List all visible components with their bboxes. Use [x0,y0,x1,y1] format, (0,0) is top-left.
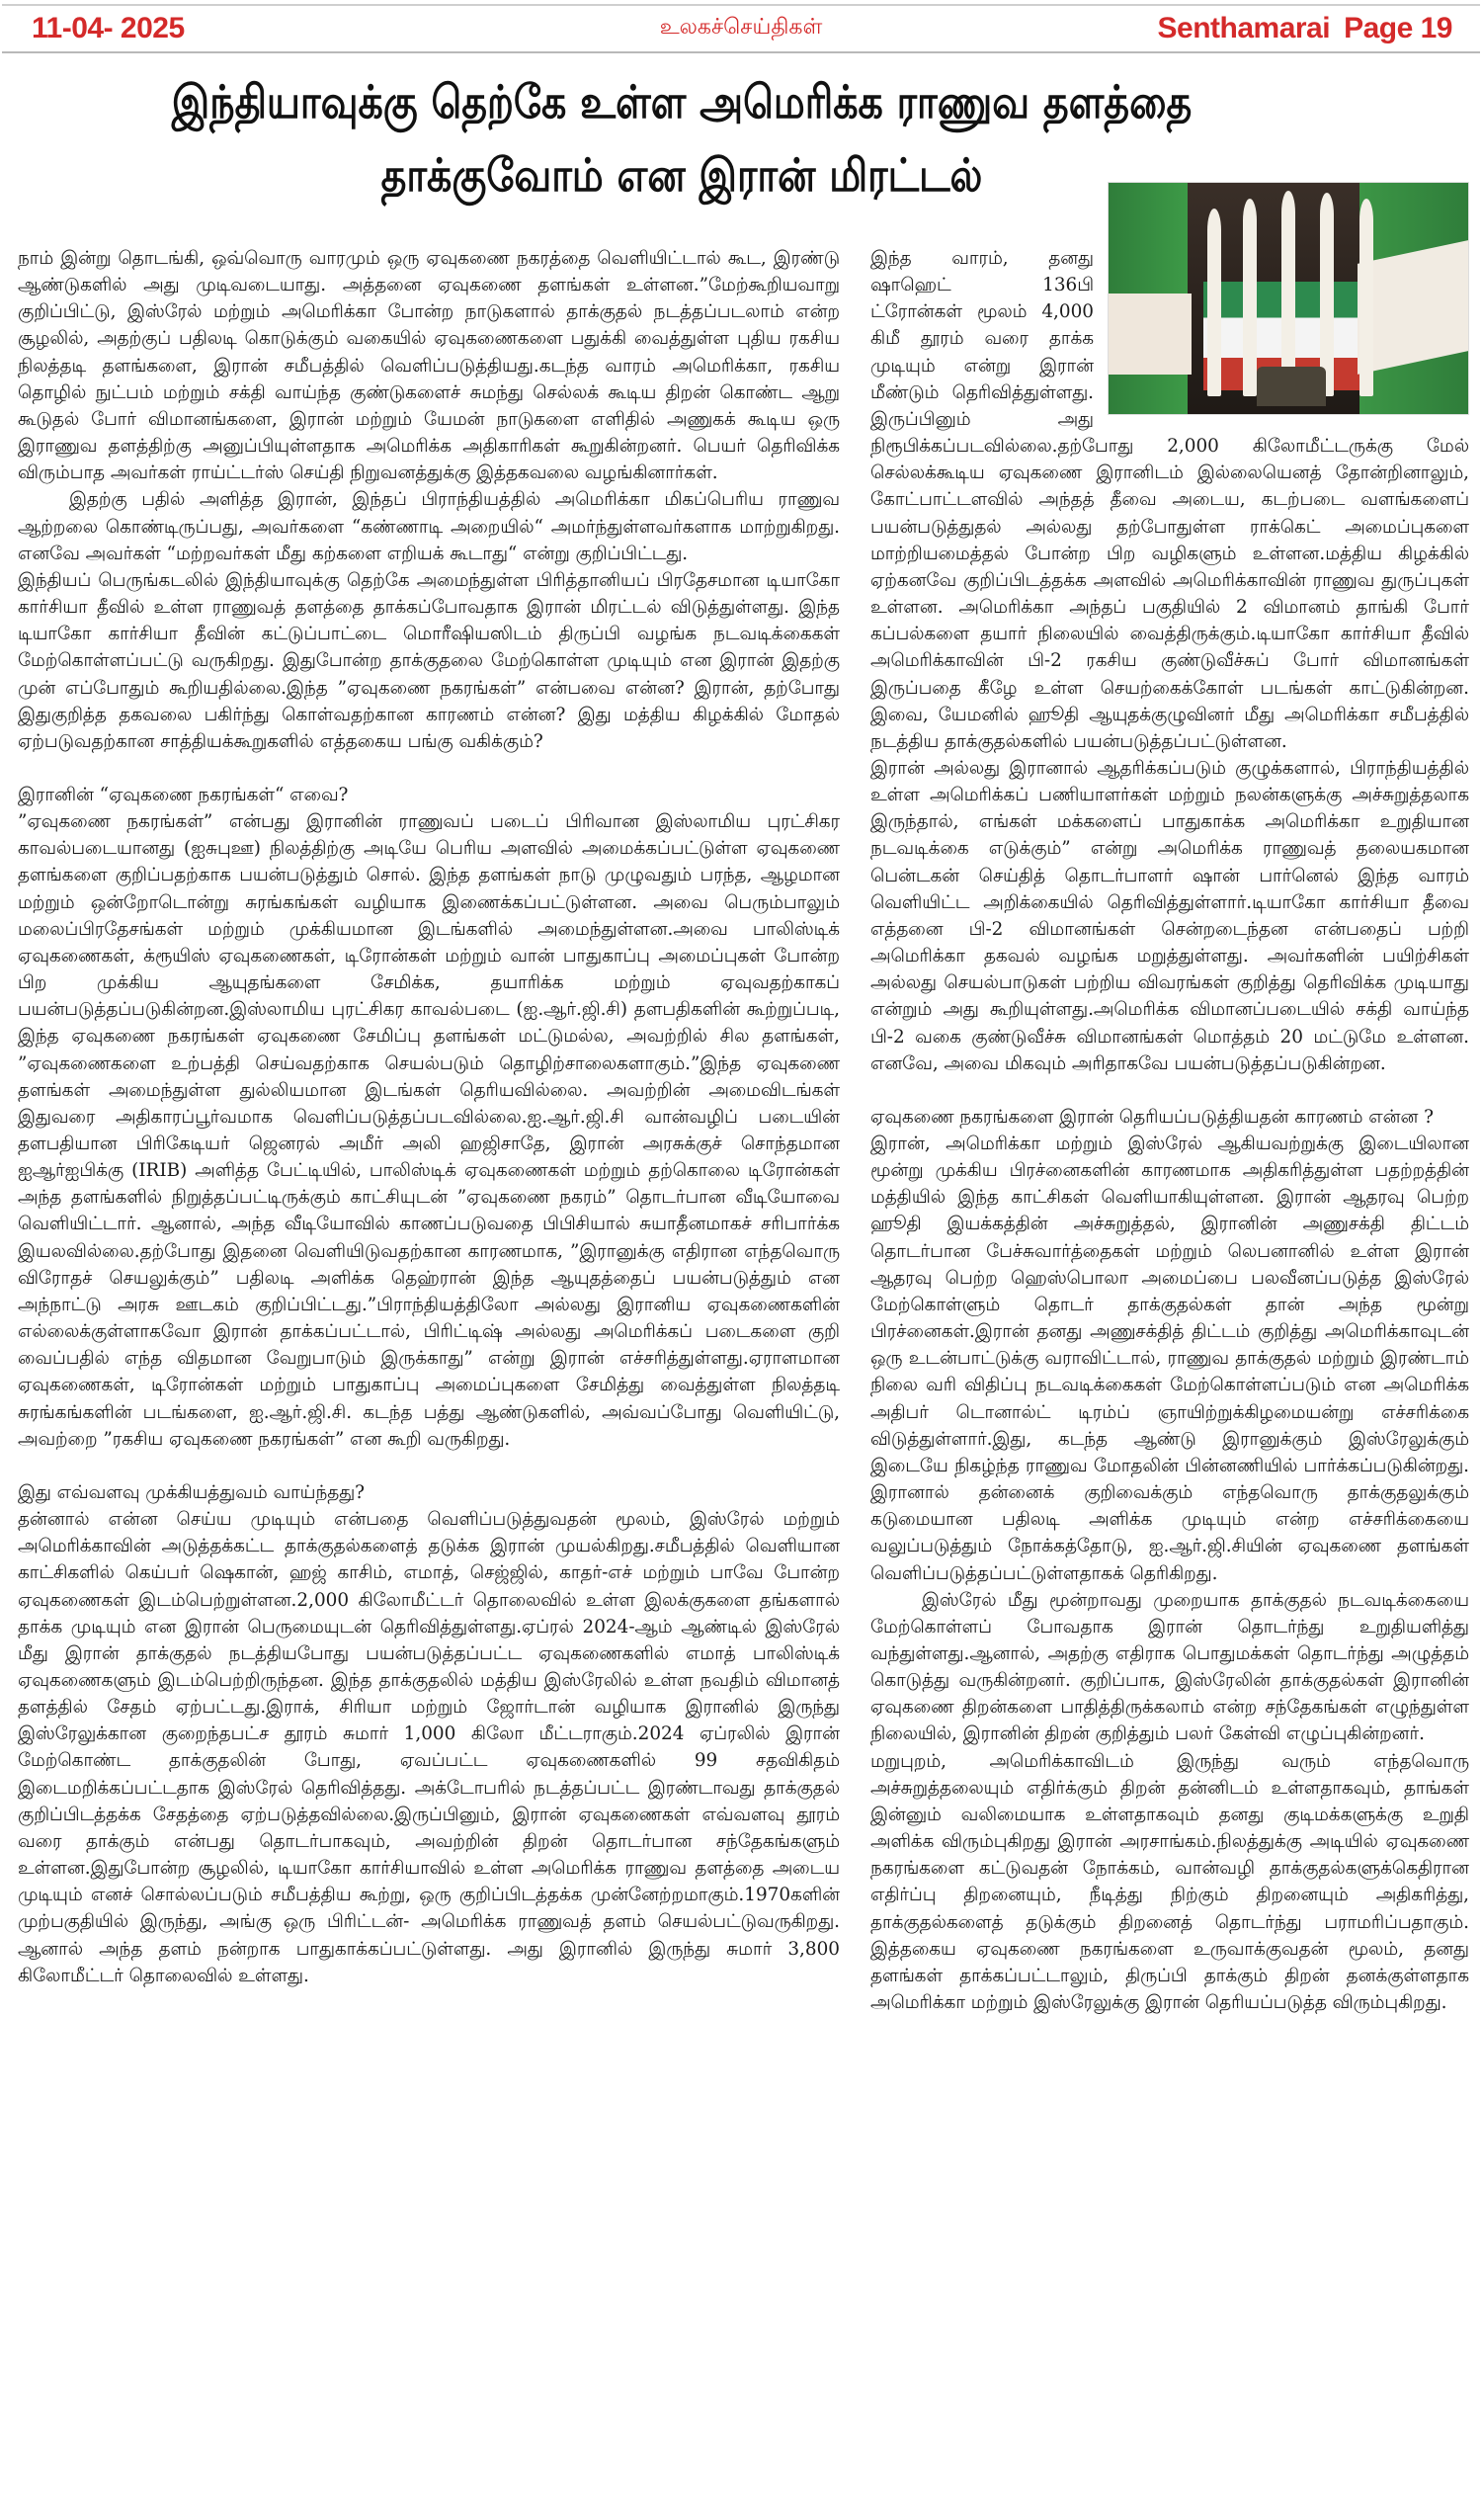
photo-banner-right [1358,240,1468,375]
publication-name: Senthamarai [1157,12,1331,44]
paragraph: இரான், அமெரிக்கா மற்றும் இஸ்ரேல் ஆகியவற்றுக்கு இடையிலான மூன்று முக்கிய பிரச்னைகளின் காரணமாக அதிகரித்துள்ள பதற்றத்தின் மத்தியில் இந்த காட்சிகள் வெளியாகியுள்ளன. இரான் ஆதரவு பெற்ற ஹூதி இயக்கத்தின் அச்சுறுத்தல், இரானின் அணுசக்தி திட்டம் தொடர்பான பேச்சுவார்த்தைகள் மற்றும் லெபனானில் உள்ள இரான் ஆதரவு பெற்ற ஹெஸ்பொலா அமைப்பை பலவீனப்படுத்த இஸ்ரேல் மேற்கொள்ளும் தொடர் தாக்குதல்கள் தான் அந்த மூன்று பிரச்னைகள்.இரான் தனது அணுசக்தித் திட்டம் குறித்து அமெரிக்காவுடன் ஒரு உடன்பாட்டுக்கு வராவிட்டால், ராணுவ தாக்குதல் மற்றும் இரண்டாம் நிலை வரி விதிப்பு நடவடிக்கைகள் மேற்கொள்ளப்படும் என அமெரிக்க அதிபர் டொனால்ட் டிரம்ப் ஞாயிற்றுக்கிழமையன்று எச்சரிக்கை விடுத்துள்ளார்.இது, கடந்த ஆண்டு இரானுக்கும் இஸ்ரேலுக்கும் இடையே நிகழ்ந்த ராணுவ மோதலின் பின்னணியில் பார்க்கப்படுகின்றது. இரானால் தன்னைக் குறிவைக்கும் எந்தவொரு தாக்குதலுக்கும் கடுமையான பதிலடி அளிக்க முடியும் என்ற எச்சரிக்கையை வலுப்படுத்தும் நோக்கத்தோடு, ஐ.ஆர்.ஜி.சியின் ஏவுகணை தளங்கள் வெளிப்படுத்தப்பட்டுள்ளதாகக் தெரிகிறது. [870,1134,1469,1584]
paragraph: இரான் அல்லது இரானால் ஆதரிக்கப்படும் குழுக்களால், பிராந்தியத்தில் உள்ள அமெரிக்கப் பணியாளர்கள் மற்றும் நலன்களுக்கு அச்சுறுத்தலாக இருந்தால், எங்கள் மக்களைப் பாதுகாக்க அமெரிக்கா உறுதியான நடவடிக்கை எடுக்கும்” என்று அமெரிக்க ராணுவத் தலையகமான பென்டகன் செய்தித் தொடர்பாளர் ஷான் பார்னெல் இந்த வாரம் வெளியிட்ட அறிக்கையில் தெரிவித்துள்ளார்.டியாகோ கார்சியா தீவை எத்தனை பி-2 விமானங்கள் சென்றடைந்தன என்பதைப் பற்றி அமெரிக்கா தகவல் வழங்க மறுத்துள்ளது. அவர்களின் பயிற்சிகள் அல்லது செயல்பாடுகள் பற்றிய விவரங்கள் குறித்து தெரிவிக்க முடியாது என்றும் அது கூறியுள்ளது.அமெரிக்க விமானப்படையில் சக்தி வாய்ந்த பி-2 வகை குண்டுவீச்சு விமானங்கள் மொத்தம் 20 மட்டுமே உள்ளன. எனவே, அவை மிகவும் அரிதாகவே பயன்படுத்தப்படுகின்றன. [870,757,1469,1074]
photo-launcher [1257,367,1326,406]
subheading: இரானின் “ஏவுகணை நகரங்கள்“ எவை? [18,784,349,805]
photo-missile [1243,199,1257,396]
page-number: Page 19 [1344,12,1452,44]
paragraph: இதற்கு பதில் அளித்த இரான், இந்தப் பிராந்தியத்தில் அமெரிக்கா மிகப்பெரிய ராணுவ ஆற்றலை கொண்டிருப்பது, அவர்களை “கண்ணாடி அறையில்“ அமர்ந்துள்ளவர்களாக மாற்றுகிறது. எனவே அவர்கள் “மற்றவர்கள் மீது கற்களை எறியக் கூடாது“ என்று குறிப்பிட்டது. [18,489,840,564]
photo-missile [1281,191,1295,396]
paragraph: ”ஏவுகணை நகரங்கள்” என்பது இரானின் ராணுவப் படைப் பிரிவான இஸ்லாமிய புரட்சிகர காவல்படையானது (ஐசுபுஊ) நிலத்திற்கு அடியே பெரிய அளவில் அமைக்கப்பட்டுள்ள ஏவுகணை தளங்களை குறிப்பதற்காக பயன்படுத்தும் சொல். இந்த தளங்கள் நாடு முழுவதும் பரந்த, ஆழமான மற்றும் ஒன்றோடொன்று சுரங்கங்கள் வழியாக இணைக்கப்பட்டுள்ளன. அவை பெரும்பாலும் மலைப்பிரதேசங்கள் மற்றும் முக்கியமான இடங்களில் அமைந்துள்ளன.அவை பாலிஸ்டிக் ஏவுகணைகள், க்ரூயிஸ் ஏவுகணைகள், டிரோன்கள் மற்றும் வான் பாதுகாப்பு அமைப்புகள் போன்ற பிற முக்கிய ஆயுதங்களை சேமிக்க, தயாரிக்க மற்றும் ஏவுவதற்காகப் பயன்படுத்தப்படுகின்றன.இஸ்லாமிய புரட்சிகர காவல்படை (ஐ.ஆர்.ஜி.சி) தளபதிகளின் கூற்றுப்படி, இந்த ஏவுகணை நகரங்கள் ஏவுகணை சேமிப்பு தளங்கள் மட்டுமல்ல, அவற்றில் சில தளங்கள், ”ஏவுகணைகளை உற்பத்தி செய்வதற்காக செயல்படும் தொழிற்சாலைகளாகும்.”இந்த ஏவுகணை தளங்கள் அமைந்துள்ள துல்லியமான இடங்கள் தெரியவில்லை. அவற்றின் அமைவிடங்கள் இதுவரை அதிகாரப்பூர்வமாக வெளிப்படுத்தப்படவில்லை.ஐ.ஆர்.ஜி.சி வான்வழிப் படையின் தளபதியான பிரிகேடியர் ஜெனரல் அமீர் அலி ஹஜிசாதே, இரான் அரசுக்குச் சொந்தமான ஐஆர்ஐபிக்கு (IRIB) அளித்த பேட்டியில், பாலிஸ்டிக் ஏவுகணைகள் மற்றும் தற்கொலை டிரோன்கள் அந்த தளங்களில் நிறுத்தப்பட்டிருக்கும் காட்சியுடன் ”ஏவுகணை நகரம்” தொடர்பான வீடியோவை வெளியிட்டார். ஆனால், அந்த வீடியோவில் காணப்படுவதை பிபிசியால் சுயாதீனமாகச் சரிபார்க்க இயலவில்லை.தற்போது இதனை வெளியிடுவதற்கான காரணமாக, ”இரானுக்கு எதிரான எந்தவொரு விரோதச் செயலுக்கும்” பதிலடி அளிக்க தெஹ்ரான் இந்த ஆயுதத்தைப் பயன்படுத்தும் என அந்நாட்டு அரசு ஊடகம் குறிப்பிட்டது.”பிராந்தியத்திலோ அல்லது இரானிய ஏவுகணைகளின் எல்லைக்குள்ளாகவோ இரான் தாக்கப்பட்டால், பிரிட்டிஷ் அல்லது அமெரிக்கப் படைகளை குறி வைப்பதில் எந்த விதமான வேறுபாடும் இருக்காது” என்று இரான் எச்சரித்துள்ளது.ஏராளமான ஏவுகணைகள், டிரோன்கள் மற்றும் பாதுகாப்பு அமைப்புகளை சேமித்து வைத்துள்ள நிலத்தடி சுரங்கங்களின் படங்களை, ஐ.ஆர்.ஜி.சி. கடந்த பத்து ஆண்டுகளில், அவ்வப்போது வெளியிட்டு, அவற்றை ”ரகசிய ஏவுகணை நகரங்கள்” என கூறி வருகிறது. [18,811,840,1450]
photo-banner-left [1109,294,1192,375]
paragraph: இஸ்ரேல் மீது மூன்றாவது முறையாக தாக்குதல் நடவடிக்கையை மேற்கொள்ளப் போவதாக இரான் தொடர்ந்து உறுதியளித்து வந்துள்ளது.ஆனால், அதற்கு எதிராக பொதுமக்கள் தொடர்ந்து அழுத்தம் கொடுத்து வருகின்றனர். குறிப்பாக, இஸ்ரேலின் தாக்குதல்கள் இரானின் ஏவுகணை திறன்களை பாதித்திருக்கலாம் என்ற சந்தேகங்கள் எழுந்துள்ள நிலையில், இரானின் திறன் குறித்தும் பலர் கேள்வி எழுப்புகின்றனர். [870,1589,1469,1745]
headline-line-2: தாக்குவோம் என இரான் மிரட்டல் [380,148,983,202]
missile-photo-icon [1108,182,1469,415]
article-column-right [870,245,1469,2016]
headline-line-1: இந்தியாவுக்கு தெற்கே உள்ள அமெரிக்க ராணுவ தளத்தை [171,75,1193,128]
photo-missile [1207,209,1221,396]
section-title: உலகச்செய்திகள் [659,15,823,40]
page-header [2,4,1480,53]
paragraph: மறுபுறம், அமெரிக்காவிடம் இருந்து வரும் எந்தவொரு அச்சுறுத்தலையும் எதிர்க்கும் திறன் தன்னிடம் உள்ளதாகவும், தாங்கள் இன்னும் வலிமையாக உள்ளதாகவும் தனது குடிமக்களுக்கு உறுதி அளிக்க விரும்புகிறது இரான் அரசாங்கம்.நிலத்துக்கு அடியில் ஏவுகணை நகரங்களை கட்டுவதன் நோக்கம், வான்வழி தாக்குதல்களுக்கெதிரான எதிர்ப்பு திறனையும், நீடித்து நிற்கும் திறனையும் அதிகரித்து, தாக்குதல்களைத் தடுக்கும் திறனைத் தொடர்ந்து பராமரிப்பதாகும். இத்தகைய ஏவுகணை நகரங்களை உருவாக்குவதன் மூலம், தனது தளங்கள் தாக்கப்பட்டாலும், திருப்பி தாக்கும் திறன் தனக்குள்ளதாக அமெரிக்கா மற்றும் இஸ்ரேலுக்கு இரான் தெரியப்படுத்த விரும்புகிறது. [870,1750,1469,2013]
paragraph: நாம் இன்று தொடங்கி, ஒவ்வொரு வாரமும் ஒரு ஏவுகணை நகரத்தை வெளியிட்டால் கூட, இரண்டு ஆண்டுகளில் அது முடிவடையாது. அத்தனை ஏவுகணை தளங்கள் உள்ளன.”மேற்கூறியவாறு குறிப்பிட்டு, இஸ்ரேல் மற்றும் அமெரிக்கா போன்ற நாடுகளால் தாக்குதல் நடத்தப்படலாம் என்ற சூழலில், அதற்குப் பதிலடி கொடுக்கும் வகையில் ஏவுகணைகளை பதுக்கி வைத்துள்ள புதிய ரகசிய நிலத்தடி தளங்களை, இரான் சமீபத்தில் வெளிப்படுத்தியது.கடந்த வாரம் அமெரிக்கா, ரகசிய தொழில் நுட்பம் மற்றும் சக்தி வாய்ந்த குண்டுகளைச் சுமந்து செல்லக் கூடிய திறன் கொண்ட ஆறு கூடுதல் போர் விமானங்களை, இரான் மற்றும் யேமன் நாடுகளை எளிதில் அணுகக் கூடிய ஒரு இராணுவ தளத்திற்கு அனுப்பியுள்ளதாக அமெரிக்க அதிகாரிகள் கூறுகின்றனர். பெயர் தெரிவிக்க விரும்பாத அவர்கள் ராய்ட்டர்ஸ் செய்தி நிறுவனத்துக்கு இத்தகவலை வழங்கினார்கள். [18,248,840,484]
issue-date: 11-04- 2025 [32,12,185,44]
article-headline [146,65,1217,211]
photo-missile [1320,193,1334,396]
subheading: இது எவ்வளவு முக்கியத்துவம் வாய்ந்தது? [18,1481,366,1503]
article-column-left [18,245,840,1989]
paragraph: இந்த வாரம், தனது ஷாஹெட் 136பி ட்ரோன்கள் மூலம் 4,000 கிமீ தூரம் வரை தாக்க முடியும் என்று இரான் மீண்டும் தெரிவித்துள்ளது. இருப்பினும் அது நிரூபிக்கப்படவில்லை.தற்போது 2,000 கிலோமீட்டருக்கு மேல் செல்லக்கூடிய ஏவுகணை இரானிடம் இல்லையெனத் தோன்றினாலும், கோட்பாட்டளவில் அந்தத் தீவை அடைய, கடற்படை வளங்களைப் பயன்படுத்துதல் அல்லது தற்போதுள்ள ராக்கெட் அமைப்புகளை மாற்றியமைத்தல் போன்ற பிற வழிகளும் உள்ளன.மத்திய கிழக்கில் ஏற்கனவே குறிப்பிடத்தக்க அளவில் அமெரிக்காவின் ராணுவ துருப்புகள் உள்ளன. அமெரிக்கா அந்தப் பகுதியில் 2 விமானம் தாங்கி போர் கப்பல்களை தயார் நிலையில் வைத்திருக்கும்.டியாகோ கார்சியா தீவில் அமெரிக்காவின் பி-2 ரகசிய குண்டுவீச்சுப் போர் விமானங்கள் இருப்பதை கீழே உள்ள செயற்கைக்கோள் படங்கள் காட்டுகின்றன. இவை, யேமனில் ஹூதி ஆயுதக்குழுவினர் மீது அமெரிக்கா சமீபத்தில் நடத்திய தாக்குதல்களில் பயன்படுத்தப்பட்டுள்ளன. [870,248,1469,752]
subheading: ஏவுகணை நகரங்களை இரான் தெரியப்படுத்தியதன் காரணம் என்ன ? [870,1106,1434,1128]
paragraph: தன்னால் என்ன செய்ய முடியும் என்பதை வெளிப்படுத்துவதன் மூலம், இஸ்ரேல் மற்றும் அமெரிக்காவின் அடுத்தக்கட்ட தாக்குதல்களைத் தடுக்க இரான் முயல்கிறது.சமீபத்தில் வெளியான காட்சிகளில் கெய்பர் ஷெகான், ஹஜ் காசிம், எமாத், செஜ்ஜில், காதர்-எச் மற்றும் பாவே போன்ற ஏவுகணைகள் இடம்பெற்றுள்ளன.2,000 கிலோமீட்டர் தொலைவில் உள்ள இலக்குகளை தங்களால் தாக்க முடியும் என இரான் பெருமையுடன் தெரிவித்துள்ளது.ஏப்ரல் 2024-ஆம் ஆண்டில் இஸ்ரேல் மீது இரான் தாக்குதல் நடத்தியபோது பயன்படுத்தப்பட்ட ஏவுகணைகளில் எமாத் பாலிஸ்டிக் ஏவுகணைகளும் இடம்பெற்றிருந்தன. இந்த தாக்குதலில் மத்திய இஸ்ரேலில் உள்ள நவதிம் விமானத் தளத்தில் சேதம் ஏற்பட்டது.இராக், சிரியா மற்றும் ஜோர்டான் வழியாக இரானில் இருந்து இஸ்ரேலுக்கான குறைந்தபட்ச தூரம் சுமார் 1,000 கிலோ மீட்டராகும்.2024 ஏப்ரலில் இரான் மேற்கொண்ட தாக்குதலின் போது, ஏவப்பட்ட ஏவுகணைகளில் 99 சதவிகிதம் இடைமறிக்கப்பட்டதாக இஸ்ரேல் தெரிவித்தது. அக்டோபரில் நடத்தப்பட்ட இரண்டாவது தாக்குதல் குறிப்பிடத்தக்க சேதத்தை ஏற்படுத்தவில்லை.இருப்பினும், இரான் ஏவுகணைகள் எவ்வளவு தூரம் வரை தாக்கும் என்பது தொடர்பாகவும், அவற்றின் திறன் தொடர்பான சந்தேகங்களும் உள்ளன.இதுபோன்ற சூழலில், டியாகோ கார்சியாவில் உள்ள அமெரிக்க ராணுவ தளத்தை அடைய முடியும் எனச் சொல்லப்படும் சமீபத்திய கூற்று, ஒரு குறிப்பிடத்தக்க முன்னேற்றமாகும்.1970களின் முற்பகுதியில் இருந்து, அங்கு ஒரு பிரிட்டன்- அமெரிக்க ராணுவத் தளம் செயல்பட்டுவருகிறது. ஆனால் அந்த தளம் நன்றாக பாதுகாக்கப்பட்டுள்ளது. அது இரானில் இருந்து சுமார் 3,800 கிலோமீட்டர் தொலைவில் உள்ளது. [18,1509,840,1986]
photo-missile [1359,199,1373,396]
paragraph: இந்தியப் பெருங்கடலில் இந்தியாவுக்கு தெற்கே அமைந்துள்ள பிரித்தானியப் பிரதேசமான டியாகோ கார்சியா தீவில் உள்ள ராணுவத் தளத்தை தாக்கப்போவதாக இரான் மிரட்டல் விடுத்துள்ளது. இந்த டியாகோ கார்சியா தீவின் கட்டுப்பாட்டை மொரீஷியஸிடம் திருப்பி வழங்க நடவடிக்கைகள் மேற்கொள்ளப்பட்டு வருகிறது. இதுபோன்ற தாக்குதலை மேற்கொள்ள முடியும் என இரான் இதற்கு முன் எப்போதும் கூறியதில்லை.இந்த ”ஏவுகணை நகரங்கள்” என்பவை என்ன? இரான், தற்போது இதுகுறித்த தகவலை பகிர்ந்து கொள்வதற்கான காரணம் என்ன? இது மத்திய கிழக்கில் மோதல் ஏற்படுவதற்கான சாத்தியக்கூறுகளில் எத்தகைய பங்கு வகிக்கும்? [18,569,840,752]
publication-info [1158,12,1453,45]
